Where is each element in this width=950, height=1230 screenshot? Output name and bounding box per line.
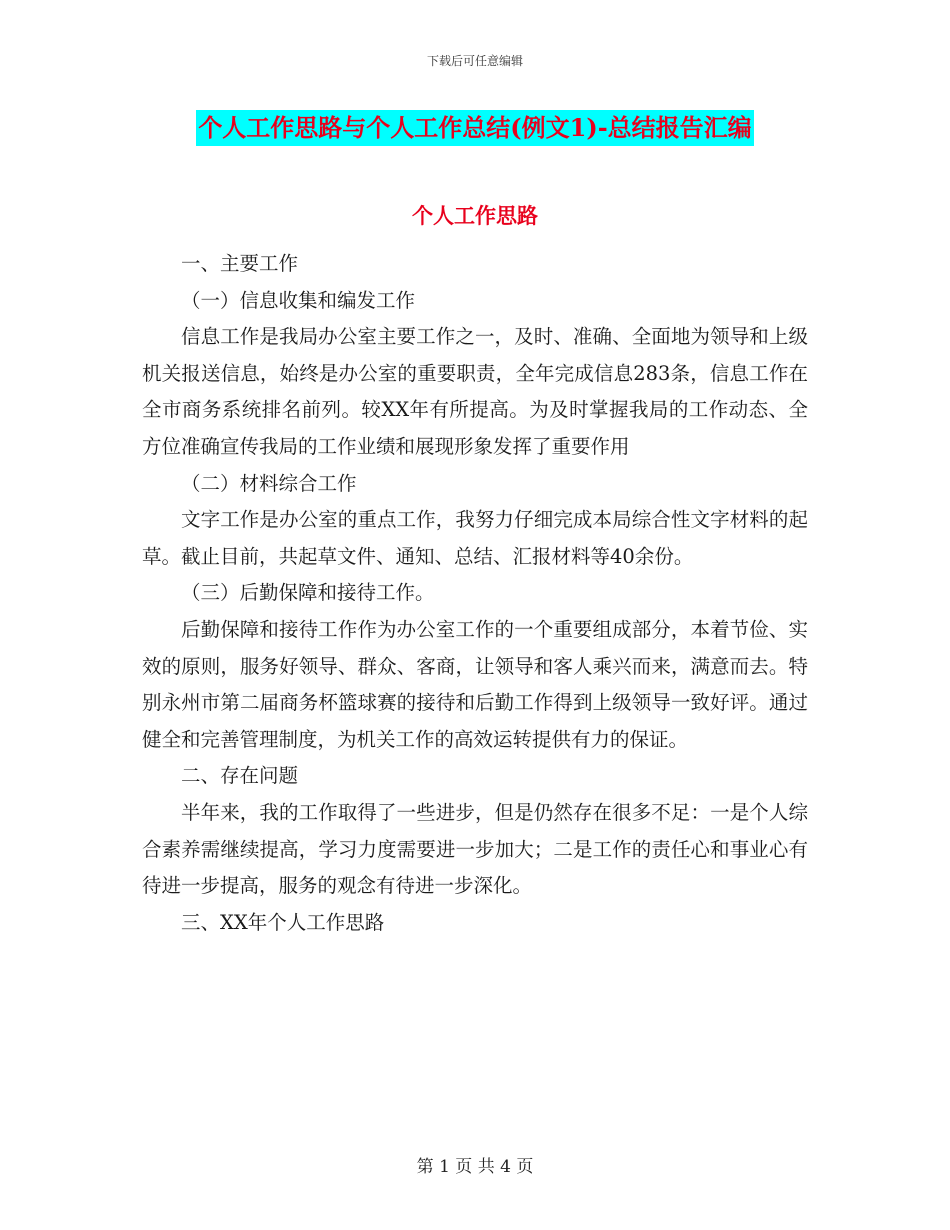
paragraph-info-work: 信息工作是我局办公室主要工作之一，及时、准确、全面地为领导和上级机关报送信息，始终是办公室的重要职责，全年完成信息283条，信息工作在全市商务系统排名前列。较XX年有所提高。为及时掌握我局的工作动态、全方位准确宣传我局的工作业绩和展现形象发挥了重要作用 [142,325,808,458]
heading-problems: 二、存在问题 [181,764,299,788]
subheading-materials: （二）材料综合工作 [181,471,357,495]
subheading-logistics: （三）后勤保障和接待工作。 [181,581,435,605]
section-title: 个人工作思路 [412,203,538,228]
heading-main-work: 一、主要工作 [181,252,299,275]
document-title: 个人工作思路与个人工作总结(例文1)-总结报告汇编 [196,110,753,146]
document-title-container [0,110,950,146]
heading-work-plan: 三、XX年个人工作思路 [181,910,385,934]
page-header-note: 下载后可任意编辑 [426,54,523,68]
document-body [142,246,808,941]
subheading-info-collection: （一）信息收集和编发工作 [181,288,416,312]
page-number: 第 1 页 共 4 页 [416,1157,534,1177]
paragraph-problems: 半年来，我的工作取得了一些进步，但是仍然存在很多不足：一是个人综合素养需继续提高，学习力度需要进一步加大；二是工作的责任心和事业心有待进一步提高，服务的观念有待进一步深化。 [142,800,808,898]
paragraph-materials: 文字工作是办公室的重点工作，我努力仔细完成本局综合性文字材料的起草。截止目前，共起草文件、通知、总结、汇报材料等40余份。 [142,508,808,568]
paragraph-logistics: 后勤保障和接待工作作为办公室工作的一个重要组成部分，本着节俭、实效的原则，服务好领导、群众、客商，让领导和客人乘兴而来，满意而去。特别永州市第二届商务杯篮球赛的接待和后勤工作得到上级领导一致好评。通过健全和完善管理制度，为机关工作的高效运转提供有力的保证。 [142,617,808,751]
